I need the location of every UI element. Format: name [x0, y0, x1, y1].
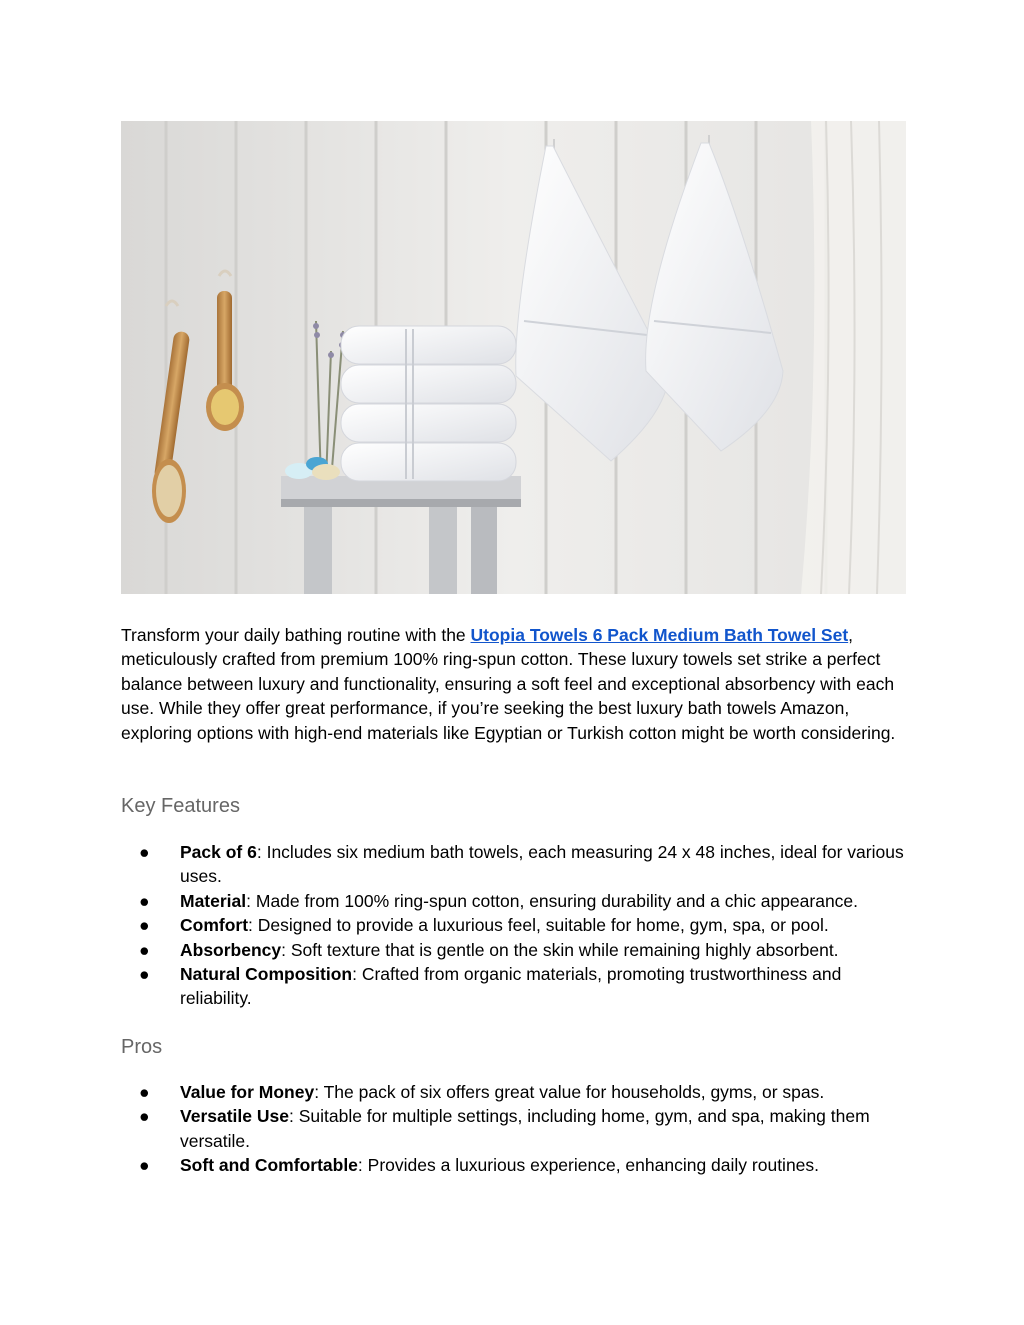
pros-list [121, 1080, 906, 1178]
feature-text: : Crafted from organic materials, promoting trustworthiness and reliability. [180, 964, 842, 1009]
key-features-list [121, 840, 906, 1011]
feature-term: Pack of 6 [180, 842, 257, 862]
pro-text: : The pack of six offers great value for households, gyms, or spas. [314, 1082, 825, 1102]
bullet-icon: ● [139, 1106, 150, 1127]
bullet-icon: ● [139, 939, 150, 960]
feature-term: Absorbency [180, 939, 282, 960]
feature-term: Material [180, 890, 247, 911]
pro-text: : Suitable for multiple settings, including home, gym, and spa, making them versatile. [180, 1106, 870, 1151]
pro-term: Soft and Comfortable [180, 1155, 358, 1176]
feature-text: : Soft texture that is gentle on the skin while remaining highly absorbent. [281, 939, 839, 960]
bullet-icon: ● [139, 1082, 150, 1102]
bullet-icon: ● [139, 1155, 150, 1176]
pro-text: : Provides a luxurious experience, enhancing daily routines. [357, 1155, 820, 1176]
intro-text-rest: , meticulously crafted from premium 100% ring-spun cotton. These luxury towels set strike a perfect balance between luxury and functionality, ensuring a soft feel and exceptional absorbency with each use. While they offer great performance, if you’re seeking the best luxury bath towels Amazon, exploring options with high-end materials like Egyptian or Turkish cotton might be worth considering. [121, 625, 896, 743]
pros-heading: Pros [121, 1036, 163, 1058]
feature-text: : Made from 100% ring-spun cotton, ensuring durability and a chic appearance. [246, 890, 859, 911]
list-item [121, 913, 906, 937]
pro-term: Versatile Use [180, 1106, 289, 1127]
list-item [121, 889, 906, 913]
list-item [121, 1104, 906, 1153]
bullet-icon: ● [139, 915, 150, 936]
bullet-icon: ● [139, 890, 150, 911]
intro-paragraph [121, 623, 906, 745]
list-item [121, 1080, 906, 1104]
key-features-heading: Key Features [121, 795, 240, 817]
intro-text-start: Transform your daily bathing routine with the [121, 625, 471, 645]
feature-text: : Includes six medium bath towels, each measuring 24 x 48 inches, ideal for various uses. [180, 842, 904, 887]
list-item [121, 840, 906, 889]
list-item [121, 962, 906, 1011]
list-item [121, 1153, 906, 1177]
bullet-icon: ● [139, 964, 150, 985]
feature-text: : Designed to provide a luxurious feel, suitable for home, gym, spa, or pool. [248, 915, 829, 936]
bullet-icon: ● [139, 842, 150, 862]
product-link[interactable]: Utopia Towels 6 Pack Medium Bath Towel Set [470, 625, 849, 645]
feature-term: Natural Composition [180, 964, 353, 985]
list-item [121, 938, 906, 962]
product-photo [121, 121, 906, 594]
pro-term: Value for Money [180, 1082, 315, 1102]
feature-term: Comfort [180, 915, 249, 936]
